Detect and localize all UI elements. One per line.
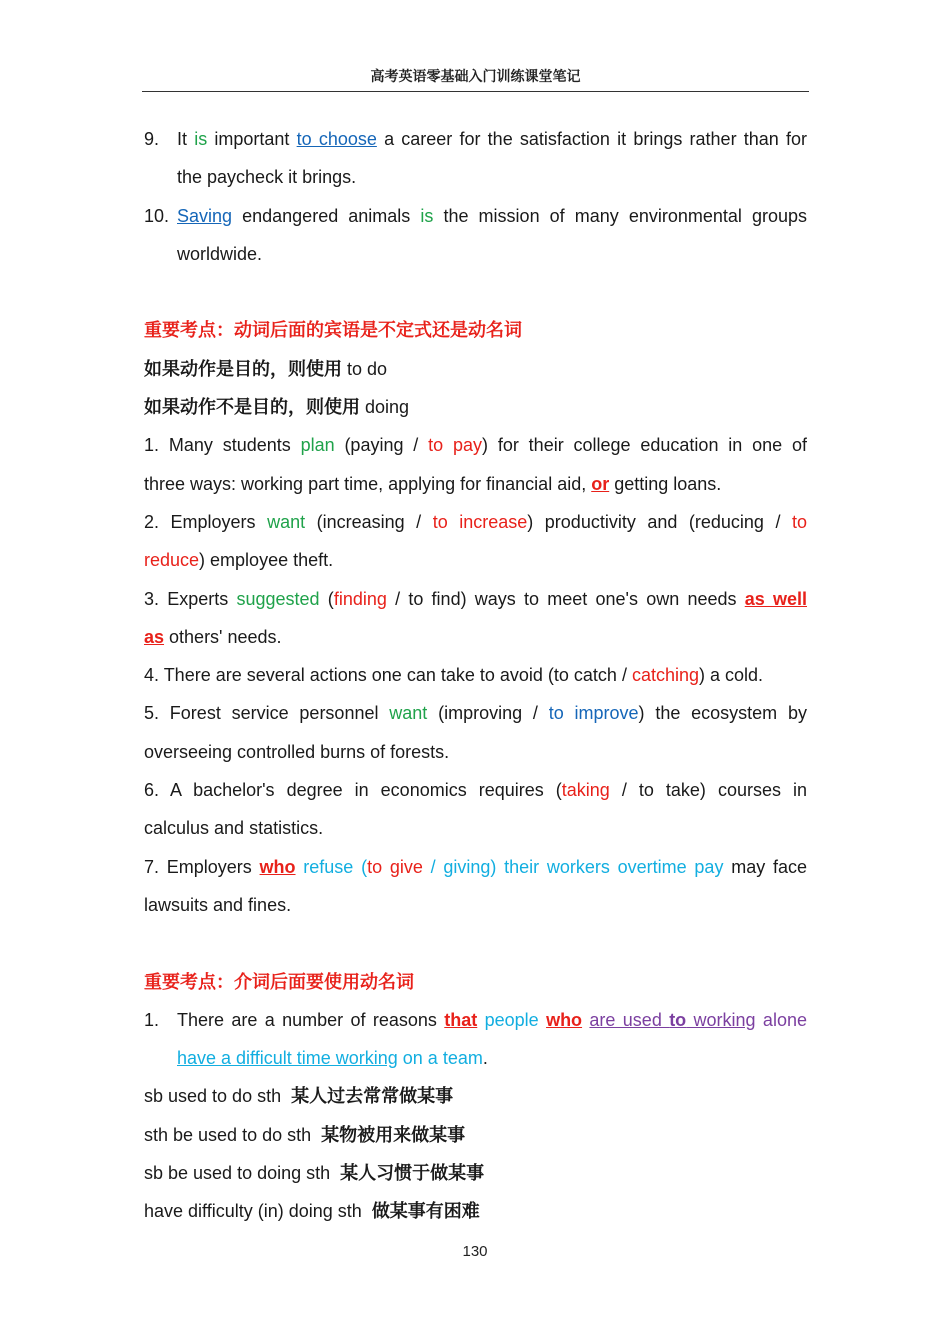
item-9-line-2: the paycheck it brings. [177, 167, 357, 188]
header-divider [142, 91, 809, 92]
prep-exercise-1-line-2: have a difficult time working on a team. [177, 1048, 488, 1069]
item-10-line-1: 10. Saving endangered animals is the mission of many environmental groups [144, 205, 807, 226]
exercise-6-line-2: calculus and statistics. [144, 818, 324, 839]
exercise-6-line-1: 6. A bachelor's degree in economics requires (taking / to take) courses in [144, 780, 807, 801]
exercise-1-line-1: 1. Many students plan (paying / to pay) for their college education in one of [144, 435, 807, 456]
prep-exercise-1-line-1: 1. There are a number of reasons that people who are used to working alone [144, 1009, 807, 1030]
exercise-7-line-1: 7. Employers who refuse (to give / giving) their workers overtime pay may face [144, 856, 807, 877]
exercise-1-line-2: three ways: working part time, applying for financial aid, or getting loans. [144, 473, 722, 494]
section-heading-infinitive-gerund: 重要考点：动词后面的宾语是不定式还是动名词 [144, 320, 522, 341]
exercise-5-line-2: overseeing controlled burns of forests. [144, 741, 450, 762]
exercise-3-line-1: 3. Experts suggested (finding / to find) ways to meet one's own needs as well [144, 588, 807, 609]
spacer [144, 273, 807, 311]
page-header-title: 高考英语零基础入门训练课堂笔记 [370, 68, 581, 84]
exercise-4-line-1: 4. There are several actions one can take to avoid (to catch / catching) a cold. [144, 665, 764, 686]
section-heading-preposition-gerund: 重要考点：介词后面要使用动名词 [144, 971, 414, 992]
phrase-be-used-to-do: sth be used to do sth 某物被用来做某事 [144, 1124, 466, 1145]
exercise-2-line-2: reduce) employee theft. [144, 550, 334, 571]
rule-purpose: 如果动作是目的，则使用 to do [144, 358, 388, 379]
page-number: 130 [462, 1243, 488, 1260]
phrase-be-used-to-doing: sb be used to doing sth 某人习惯于做某事 [144, 1163, 485, 1184]
spacer [144, 924, 807, 962]
phrase-have-difficulty: have difficulty (in) doing sth 做某事有困难 [144, 1201, 480, 1222]
item-10-line-2: worldwide. [177, 243, 263, 264]
exercise-5-line-1: 5. Forest service personnel want (improving / to improve) the ecosystem by [144, 703, 807, 724]
rule-not-purpose: 如果动作不是目的，则使用 doing [144, 397, 410, 418]
exercise-2-line-1: 2. Employers want (increasing / to increase) productivity and (reducing / to [144, 511, 807, 532]
phrase-used-to-do: sb used to do sth 某人过去常常做某事 [144, 1086, 454, 1107]
page-content [144, 120, 807, 1231]
exercise-7-line-2: lawsuits and fines. [144, 894, 292, 915]
exercise-3-line-2: as others' needs. [144, 626, 282, 647]
item-9-line-1: 9. It is important to choose a career for the satisfaction it brings rather than for [144, 129, 807, 149]
